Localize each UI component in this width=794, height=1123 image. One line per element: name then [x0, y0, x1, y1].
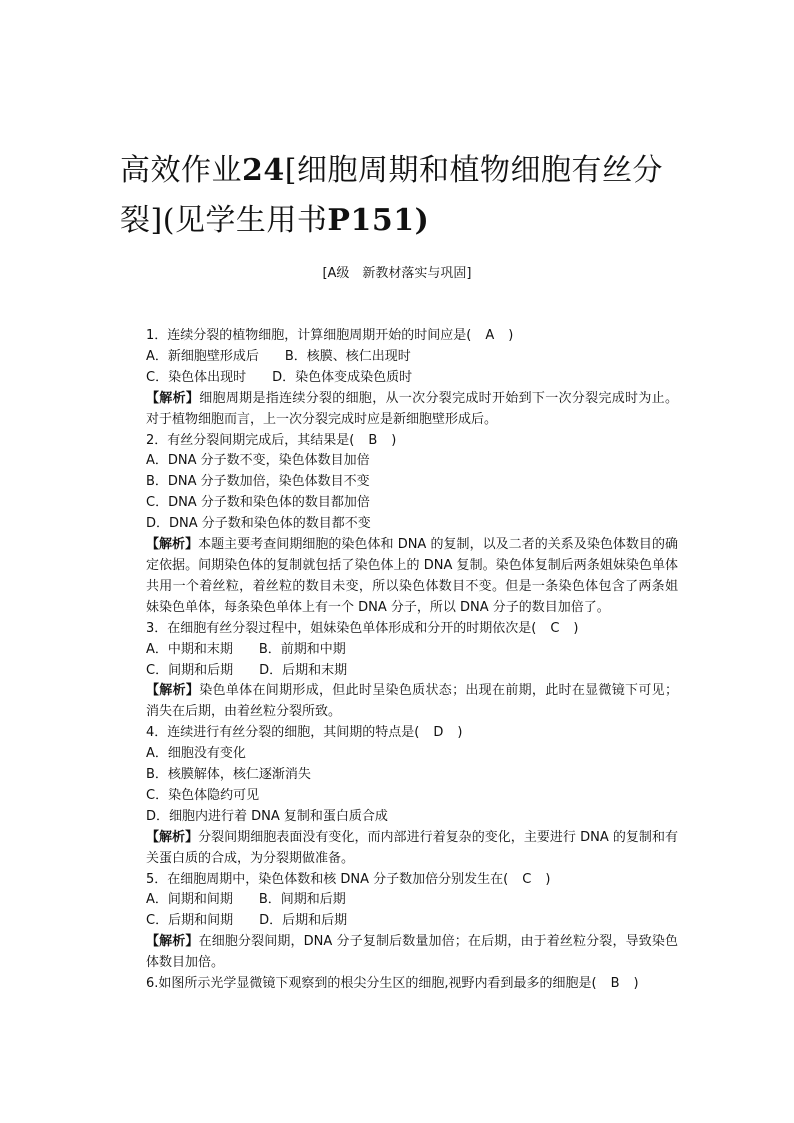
- question-4-analysis: [118, 828, 678, 870]
- question-option: A．新细胞壁形成后 B．核膜、核仁出现时: [146, 348, 411, 364]
- page-title: [120, 146, 680, 246]
- question-close: ): [508, 328, 514, 343]
- question-option: C．DNA 分子数和染色体的数目都加倍: [146, 495, 370, 511]
- analysis-tag: 【解析】: [146, 537, 199, 553]
- question-1-stem: [118, 326, 678, 347]
- question-option: D．细胞内进行着 DNA 复制和蛋白质合成: [146, 808, 388, 824]
- question-stem: 2．有丝分裂间期完成后，其结果是(: [146, 432, 355, 448]
- analysis-tag: 【解析】: [146, 390, 200, 406]
- question-answer: D: [433, 725, 444, 741]
- question-answer: B: [368, 432, 378, 448]
- question-1-analysis: [118, 389, 678, 431]
- question-stem: 4．连续进行有丝分裂的细胞，其间期的特点是(: [146, 725, 420, 741]
- analysis-text: 本题主要考查间期细胞的染色体和 DNA 的复制，以及二者的关系及染色体数目的确定依据。间期染色体的复制就包括了染色体上的 DNA 复制。染色体复制后两条姐妹染色单体共用一个着丝粒，着丝粒的数目未变，所以染色体数目不变。但是一条染色体包含了两条姐妹染色单体，每条染色单体上有一个 DNA 分子，所以 DNA 分子的数目加倍了。: [146, 537, 678, 615]
- question-3-stem: [118, 619, 678, 640]
- question-option: D．DNA 分子数和染色体的数目都不变: [146, 516, 371, 532]
- question-option: A．细胞没有变化: [146, 746, 246, 762]
- question-option: A．中期和末期 B．前期和中期: [146, 641, 346, 657]
- question-answer: B: [610, 976, 620, 992]
- question-5-stem: [118, 870, 678, 891]
- question-stem: 6.如图所示光学显微镜下观察到的根尖分生区的细胞,视野内看到最多的细胞是(: [146, 976, 597, 992]
- title-line1-a: 高效作业: [120, 153, 242, 188]
- title-line1-b: 24: [242, 153, 285, 188]
- question-5-analysis: [118, 932, 678, 974]
- question-answer: C: [550, 620, 560, 636]
- analysis-tag: 【解析】: [146, 829, 199, 845]
- question-stem: 1．连续分裂的植物细胞，计算细胞周期开始的时间应是(: [146, 328, 472, 343]
- analysis-text: 在细胞分裂间期，DNA 分子复制后数量加倍；在后期，由于着丝粒分裂，导致染色体数目加倍。: [146, 934, 678, 971]
- title-line2-b: P151): [327, 203, 430, 238]
- analysis-text: 分裂间期细胞表面没有变化，而内部进行着复杂的变化，主要进行 DNA 的复制和有关蛋白质的合成，为分裂期做准备。: [146, 829, 678, 866]
- analysis-text: 染色单体在间期形成，但此时呈染色质状态；出现在前期，此时在显微镜下可见；消失在后期，由着丝粒分裂所致。: [146, 683, 678, 720]
- question-option: B．DNA 分子数加倍，染色体数目不变: [146, 474, 370, 490]
- question-option: A．间期和间期 B．间期和后期: [146, 892, 346, 908]
- question-option: C．染色体隐约可见: [146, 787, 260, 803]
- question-2-analysis: [118, 535, 678, 619]
- question-6-stem: [118, 974, 678, 995]
- analysis-text: 细胞周期是指连续分裂的细胞，从一次分裂完成时开始到下一次分裂完成时为止。对于植物细胞而言，上一次分裂完成时应是新细胞壁形成后。: [146, 390, 678, 427]
- section-heading: [A级 新教材落实与巩固]: [322, 266, 472, 281]
- title-line2-a: 裂](见学生用书: [120, 203, 328, 238]
- analysis-tag: 【解析】: [146, 934, 199, 950]
- question-close: ): [545, 871, 551, 887]
- analysis-tag: 【解析】: [146, 683, 200, 699]
- question-close: ): [391, 432, 397, 448]
- title-line1-c: [细胞周期和植物细胞有丝分: [284, 153, 663, 188]
- question-close: ): [573, 620, 579, 636]
- question-4-stem: [118, 723, 678, 744]
- question-answer: C: [522, 871, 532, 887]
- question-option: C．间期和后期 D．后期和末期: [146, 662, 348, 678]
- question-close: ): [633, 976, 639, 992]
- question-stem: 5．在细胞周期中，染色体数和核 DNA 分子数加倍分别发生在(: [146, 871, 509, 887]
- question-option: A．DNA 分子数不变，染色体数目加倍: [146, 453, 370, 469]
- question-2-stem: [118, 431, 678, 452]
- question-list: [118, 326, 678, 995]
- question-close: ): [457, 725, 463, 741]
- question-stem: 3．在细胞有丝分裂过程中，姐妹染色单体形成和分开的时期依次是(: [146, 620, 537, 636]
- question-option: C．后期和间期 D．后期和后期: [146, 913, 348, 929]
- question-answer: A: [485, 328, 495, 343]
- question-option: B．核膜解体，核仁逐渐消失: [146, 767, 311, 783]
- question-option: C．染色体出现时 D．染色体变成染色质时: [146, 369, 413, 385]
- question-3-analysis: [118, 681, 678, 723]
